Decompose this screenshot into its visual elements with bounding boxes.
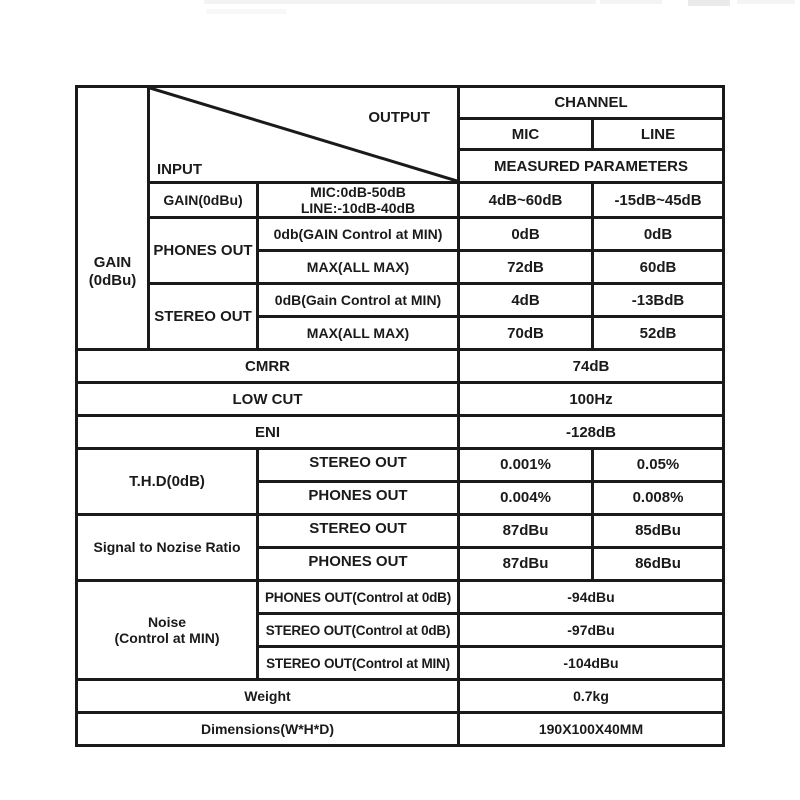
phones-out-0db-condition: 0db(GAIN Control at MIN) [258, 218, 459, 251]
thd-phones-output-label: PHONES OUT [258, 482, 459, 515]
header-row-channel [77, 87, 724, 119]
gain-section-label-line1: GAIN [93, 254, 132, 271]
noise-stereo-min-label: STEREO OUT(Control at MIN) [258, 647, 459, 680]
cmrr-row [77, 350, 724, 383]
dimensions-label: Dimensions(W*H*D) [77, 713, 459, 746]
scan-artifact [688, 0, 730, 6]
weight-value: 0.7kg [459, 680, 724, 713]
gain-input-row [77, 183, 724, 218]
snr-stereo-mic-value: 87dBu [459, 515, 593, 548]
gain-input-line-value: -15dB~45dB [593, 183, 724, 218]
gain-input-range-line: LINE:-10dB-40dB [300, 200, 416, 216]
noise-phones-0db-row [77, 581, 724, 614]
channel-header-cell: CHANNEL [459, 87, 724, 119]
mic-column-header: MIC [459, 119, 593, 150]
gain-section-label-line2: (0dBu) [88, 272, 137, 289]
eni-row [77, 416, 724, 449]
weight-row [77, 680, 724, 713]
phones-out-0db-row [77, 218, 724, 251]
thd-stereo-mic-value: 0.001% [459, 449, 593, 482]
snr-phones-mic-value: 87dBu [459, 548, 593, 581]
cmrr-value: 74dB [459, 350, 724, 383]
spec-table [75, 85, 725, 747]
eni-value: -128dB [459, 416, 724, 449]
phones-out-group-label: PHONES OUT [149, 218, 258, 284]
gain-section-label-cell [77, 87, 149, 350]
gain-input-mic-value: 4dB~60dB [459, 183, 593, 218]
stereo-out-group-label: STEREO OUT [149, 284, 258, 350]
phones-out-max-mic-value: 72dB [459, 251, 593, 284]
corner-input-label: INPUT [157, 161, 202, 178]
stereo-out-0db-condition: 0dB(Gain Control at MIN) [258, 284, 459, 317]
stereo-out-0db-row [77, 284, 724, 317]
snr-phones-line-value: 86dBu [593, 548, 724, 581]
snr-phones-output-label: PHONES OUT [258, 548, 459, 581]
thd-stereo-output-label: STEREO OUT [258, 449, 459, 482]
low-cut-label: LOW CUT [77, 383, 459, 416]
stereo-out-0db-mic-value: 4dB [459, 284, 593, 317]
cmrr-label: CMRR [77, 350, 459, 383]
gain-row-label: GAIN(0dBu) [149, 183, 258, 218]
scan-artifact [204, 0, 596, 4]
snr-section-label: Signal to Nozise Ratio [77, 515, 258, 581]
thd-phones-mic-value: 0.004% [459, 482, 593, 515]
phones-out-0db-mic-value: 0dB [459, 218, 593, 251]
corner-output-label: OUTPUT [368, 109, 430, 126]
noise-stereo-min-value: -104dBu [459, 647, 724, 680]
scan-artifact [737, 0, 795, 4]
noise-section-label [77, 581, 258, 680]
measured-parameters-header: MEASURED PARAMETERS [459, 150, 724, 183]
noise-stereo-0db-value: -97dBu [459, 614, 724, 647]
low-cut-value: 100Hz [459, 383, 724, 416]
stereo-out-max-condition: MAX(ALL MAX) [258, 317, 459, 350]
stereo-out-0db-line-value: -13BdB [593, 284, 724, 317]
stereo-out-max-mic-value: 70dB [459, 317, 593, 350]
weight-label: Weight [77, 680, 459, 713]
dimensions-row [77, 713, 724, 746]
noise-phones-0db-value: -94dBu [459, 581, 724, 614]
line-column-header: LINE [593, 119, 724, 150]
thd-stereo-line-value: 0.05% [593, 449, 724, 482]
scan-artifact [206, 9, 286, 14]
gain-input-range-cell [258, 183, 459, 218]
snr-stereo-output-label: STEREO OUT [258, 515, 459, 548]
input-output-corner-cell [149, 87, 459, 183]
noise-label-line2: (Control at MIN) [114, 630, 220, 646]
thd-section-label: T.H.D(0dB) [77, 449, 258, 515]
snr-stereo-line-value: 85dBu [593, 515, 724, 548]
dimensions-value: 190X100X40MM [459, 713, 724, 746]
gain-input-range-mic: MIC:0dB-50dB [310, 184, 406, 200]
stereo-out-max-line-value: 52dB [593, 317, 724, 350]
phones-out-0db-line-value: 0dB [593, 218, 724, 251]
eni-label: ENI [77, 416, 459, 449]
low-cut-row [77, 383, 724, 416]
noise-phones-0db-label: PHONES OUT(Control at 0dB) [258, 581, 459, 614]
thd-phones-line-value: 0.008% [593, 482, 724, 515]
phones-out-max-line-value: 60dB [593, 251, 724, 284]
snr-stereo-row [77, 515, 724, 548]
noise-label-line1: Noise [147, 614, 187, 630]
phones-out-max-condition: MAX(ALL MAX) [258, 251, 459, 284]
scan-artifact [600, 0, 662, 4]
spec-table-container [75, 85, 725, 747]
noise-stereo-0db-label: STEREO OUT(Control at 0dB) [258, 614, 459, 647]
thd-stereo-row [77, 449, 724, 482]
